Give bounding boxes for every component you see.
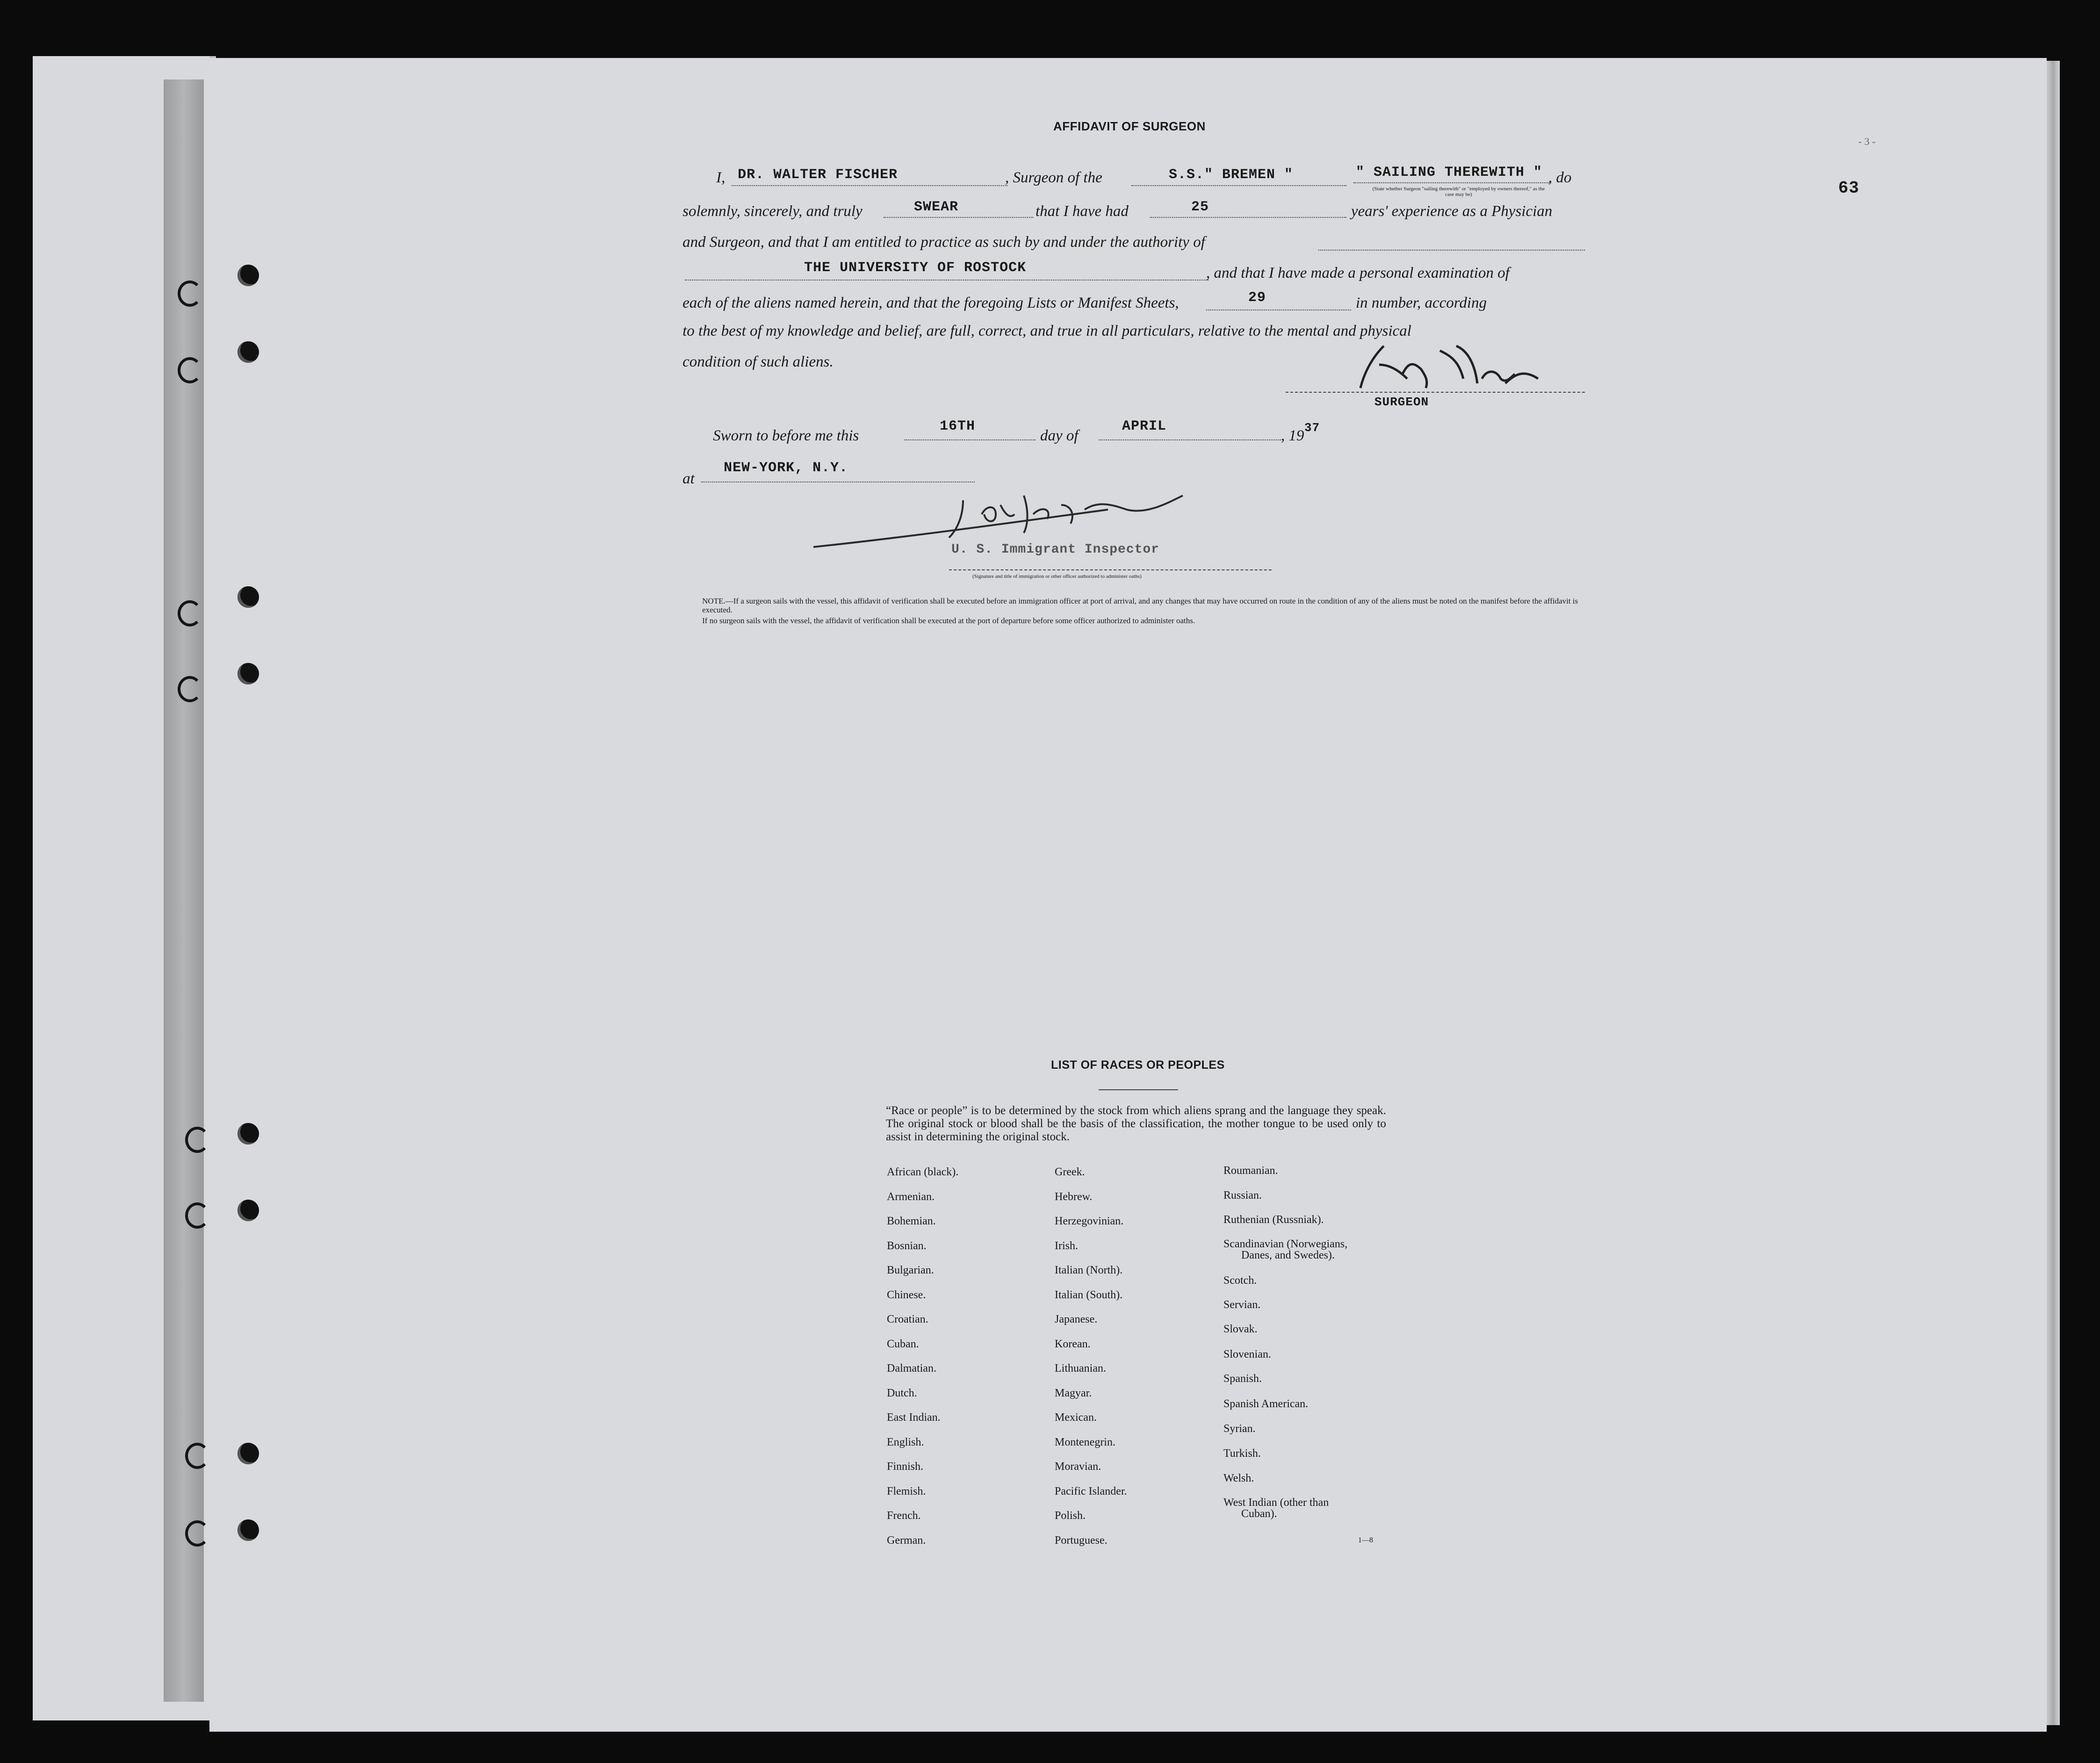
race-item: Turkish.: [1223, 1447, 1261, 1460]
race-item: Bohemian.: [887, 1215, 936, 1227]
race-item: Bulgarian.: [887, 1264, 934, 1276]
fill-line: [905, 439, 1036, 440]
fill-line: [1099, 439, 1281, 440]
surgeon-name: DR. WALTER FISCHER: [738, 167, 898, 183]
text: , 19: [1281, 427, 1304, 444]
punch-hole: [237, 1123, 259, 1144]
status-note: (State whether Surgeon "sailing therewith" or "employed by owners thereof," as the case may be): [1372, 186, 1545, 197]
punch-hole: [237, 265, 259, 286]
text: years' experience as a Physician: [1351, 203, 1553, 220]
binder-hole: [178, 281, 202, 307]
race-item: Cuban).: [1241, 1508, 1277, 1520]
surgeon-signature: [1346, 337, 1561, 397]
race-item: Dalmatian.: [887, 1362, 936, 1374]
text: Sworn to before me this: [713, 427, 859, 444]
race-item: Servian.: [1223, 1299, 1261, 1311]
race-item: Chinese.: [887, 1288, 926, 1301]
race-item: Scandinavian (Norwegians,: [1223, 1238, 1348, 1250]
punch-hole: [237, 1443, 259, 1464]
title-rule: [1099, 1089, 1178, 1090]
sheet-count: 29: [1248, 290, 1266, 306]
race-item: Roumanian.: [1223, 1165, 1278, 1177]
note-line-2: If no surgeon sails with the vessel, the affidavit of verification shall be executed at the port of departure before some officer authorized to administer oaths.: [702, 616, 1195, 625]
binder-hole: [178, 357, 202, 383]
sworn-place: NEW-YORK, N.Y.: [724, 460, 849, 476]
years-experience: 25: [1191, 199, 1209, 215]
race-item: German.: [887, 1534, 926, 1547]
race-item: Irish.: [1055, 1239, 1078, 1252]
race-item: Portuguese.: [1055, 1534, 1108, 1547]
ship-name: S.S." BREMEN ": [1169, 167, 1294, 183]
text: , Surgeon of the: [1005, 169, 1102, 186]
text: to the best of my knowledge and belief, are full, correct, and true in all particulars, relative to the mental and physical: [683, 323, 1411, 339]
race-item: French.: [887, 1510, 921, 1522]
fill-line: [1131, 185, 1346, 186]
punch-hole: [237, 1200, 259, 1221]
punch-hole: [237, 341, 259, 363]
oath-word: SWEAR: [914, 199, 959, 215]
race-item: Montenegrin.: [1055, 1436, 1115, 1448]
page-number: 63: [1838, 179, 1860, 198]
footer-mark: 1—8: [1358, 1536, 1373, 1544]
top-right-mark: - 3 -: [1858, 136, 1876, 147]
race-item: Armenian.: [887, 1190, 935, 1203]
race-item: Hebrew.: [1055, 1190, 1093, 1203]
sworn-year: 37: [1304, 421, 1320, 435]
inspector-signature: [809, 486, 1230, 552]
race-item: Welsh.: [1223, 1472, 1254, 1484]
sworn-month: APRIL: [1122, 418, 1167, 434]
race-item: Spanish.: [1223, 1373, 1262, 1385]
race-item: Italian (South).: [1055, 1288, 1123, 1301]
race-item: Slovenian.: [1223, 1348, 1271, 1360]
race-item: Japanese.: [1055, 1313, 1098, 1325]
race-item: English.: [887, 1436, 924, 1448]
fill-line: [1150, 217, 1346, 218]
text: , do: [1548, 169, 1572, 186]
race-item: Spanish American.: [1223, 1398, 1309, 1410]
surgeon-label: SURGEON: [1374, 395, 1429, 409]
race-item: Dutch.: [887, 1387, 917, 1399]
race-item: Mexican.: [1055, 1411, 1097, 1424]
fill-line: [1353, 182, 1550, 183]
races-intro: “Race or people” is to be determined by the stock from which aliens sprang and the language they speak. The original stock or blood shall be the basis of the classification, the mother tongue to be used only to assist in determining the original stock.: [886, 1104, 1386, 1143]
note-line-1: NOTE.—If a surgeon sails with the vessel, this affidavit of verification shall be executed before an immigration officer at port of arrival, and any changes that may have occurred on route in the condition of any of the aliens must be noted on the manifest before the affidavit is executed.: [702, 597, 1578, 614]
authority: THE UNIVERSITY OF ROSTOCK: [804, 260, 1027, 276]
inspector-title: U. S. Immigrant Inspector: [951, 542, 1160, 557]
race-item: Finnish.: [887, 1461, 924, 1473]
race-item: Cuban.: [887, 1338, 919, 1350]
race-item: Korean.: [1055, 1338, 1091, 1350]
race-item: Magyar.: [1055, 1387, 1092, 1399]
punch-hole: [237, 586, 259, 608]
text: condition of such aliens.: [683, 353, 834, 370]
text: that I have had: [1036, 203, 1129, 220]
binder-hole: [185, 1520, 209, 1547]
race-item: Polish.: [1055, 1510, 1086, 1522]
race-item: Moravian.: [1055, 1461, 1101, 1473]
binder-hole: [185, 1127, 209, 1153]
punch-hole: [237, 663, 259, 684]
binder-hole: [178, 600, 202, 626]
fill-line: [884, 217, 1033, 218]
text: and Surgeon, and that I am entitled to practice as such by and under the authority of: [683, 234, 1205, 251]
race-item: Ruthenian (Russniak).: [1223, 1214, 1324, 1226]
race-item: Danes, and Swedes).: [1241, 1249, 1335, 1261]
race-item: Lithuanian.: [1055, 1362, 1106, 1374]
race-item: Flemish.: [887, 1485, 926, 1497]
page-edge: [2047, 61, 2060, 1725]
fill-line: [1206, 309, 1351, 310]
affidavit-title: AFFIDAVIT OF SURGEON: [1053, 119, 1206, 133]
races-title: LIST OF RACES OR PEOPLES: [1051, 1058, 1225, 1072]
text: in number, according: [1356, 295, 1487, 311]
race-item: Herzegovinian.: [1055, 1215, 1124, 1227]
binder-hole: [185, 1202, 209, 1229]
race-item: Syrian.: [1223, 1423, 1256, 1435]
binder-hole: [185, 1443, 209, 1469]
signature-line: [1286, 392, 1585, 393]
text: at: [683, 470, 695, 487]
race-item: Slovak.: [1223, 1323, 1258, 1335]
text: day of: [1040, 427, 1079, 444]
fill-line: [732, 185, 1007, 186]
race-item: Greek.: [1055, 1166, 1085, 1178]
race-item: West Indian (other than: [1223, 1497, 1329, 1509]
race-item: Scotch.: [1223, 1274, 1257, 1287]
race-item: African (black).: [887, 1166, 959, 1178]
surgeon-status: " SAILING THEREWITH ": [1356, 165, 1543, 180]
race-item: Bosnian.: [887, 1239, 927, 1252]
text: , and that I have made a personal examination of: [1206, 265, 1510, 281]
signature-line: [949, 569, 1272, 570]
race-item: Pacific Islander.: [1055, 1485, 1127, 1497]
fill-line: [685, 280, 1208, 281]
binder-hole: [178, 676, 202, 702]
fill-line: [1318, 250, 1585, 251]
race-item: Italian (North).: [1055, 1264, 1123, 1276]
text: each of the aliens named herein, and that the foregoing Lists or Manifest Sheets,: [683, 295, 1179, 311]
race-item: East Indian.: [887, 1411, 941, 1424]
sworn-day: 16TH: [940, 418, 976, 434]
race-item: Croatian.: [887, 1313, 928, 1325]
race-item: Russian.: [1223, 1189, 1262, 1202]
text: I,: [716, 169, 726, 186]
text: solemnly, sincerely, and truly: [683, 203, 863, 220]
punch-hole: [237, 1519, 259, 1541]
inspector-note: (Signature and title of immigration or other officer authorized to administer oaths): [972, 574, 1142, 579]
